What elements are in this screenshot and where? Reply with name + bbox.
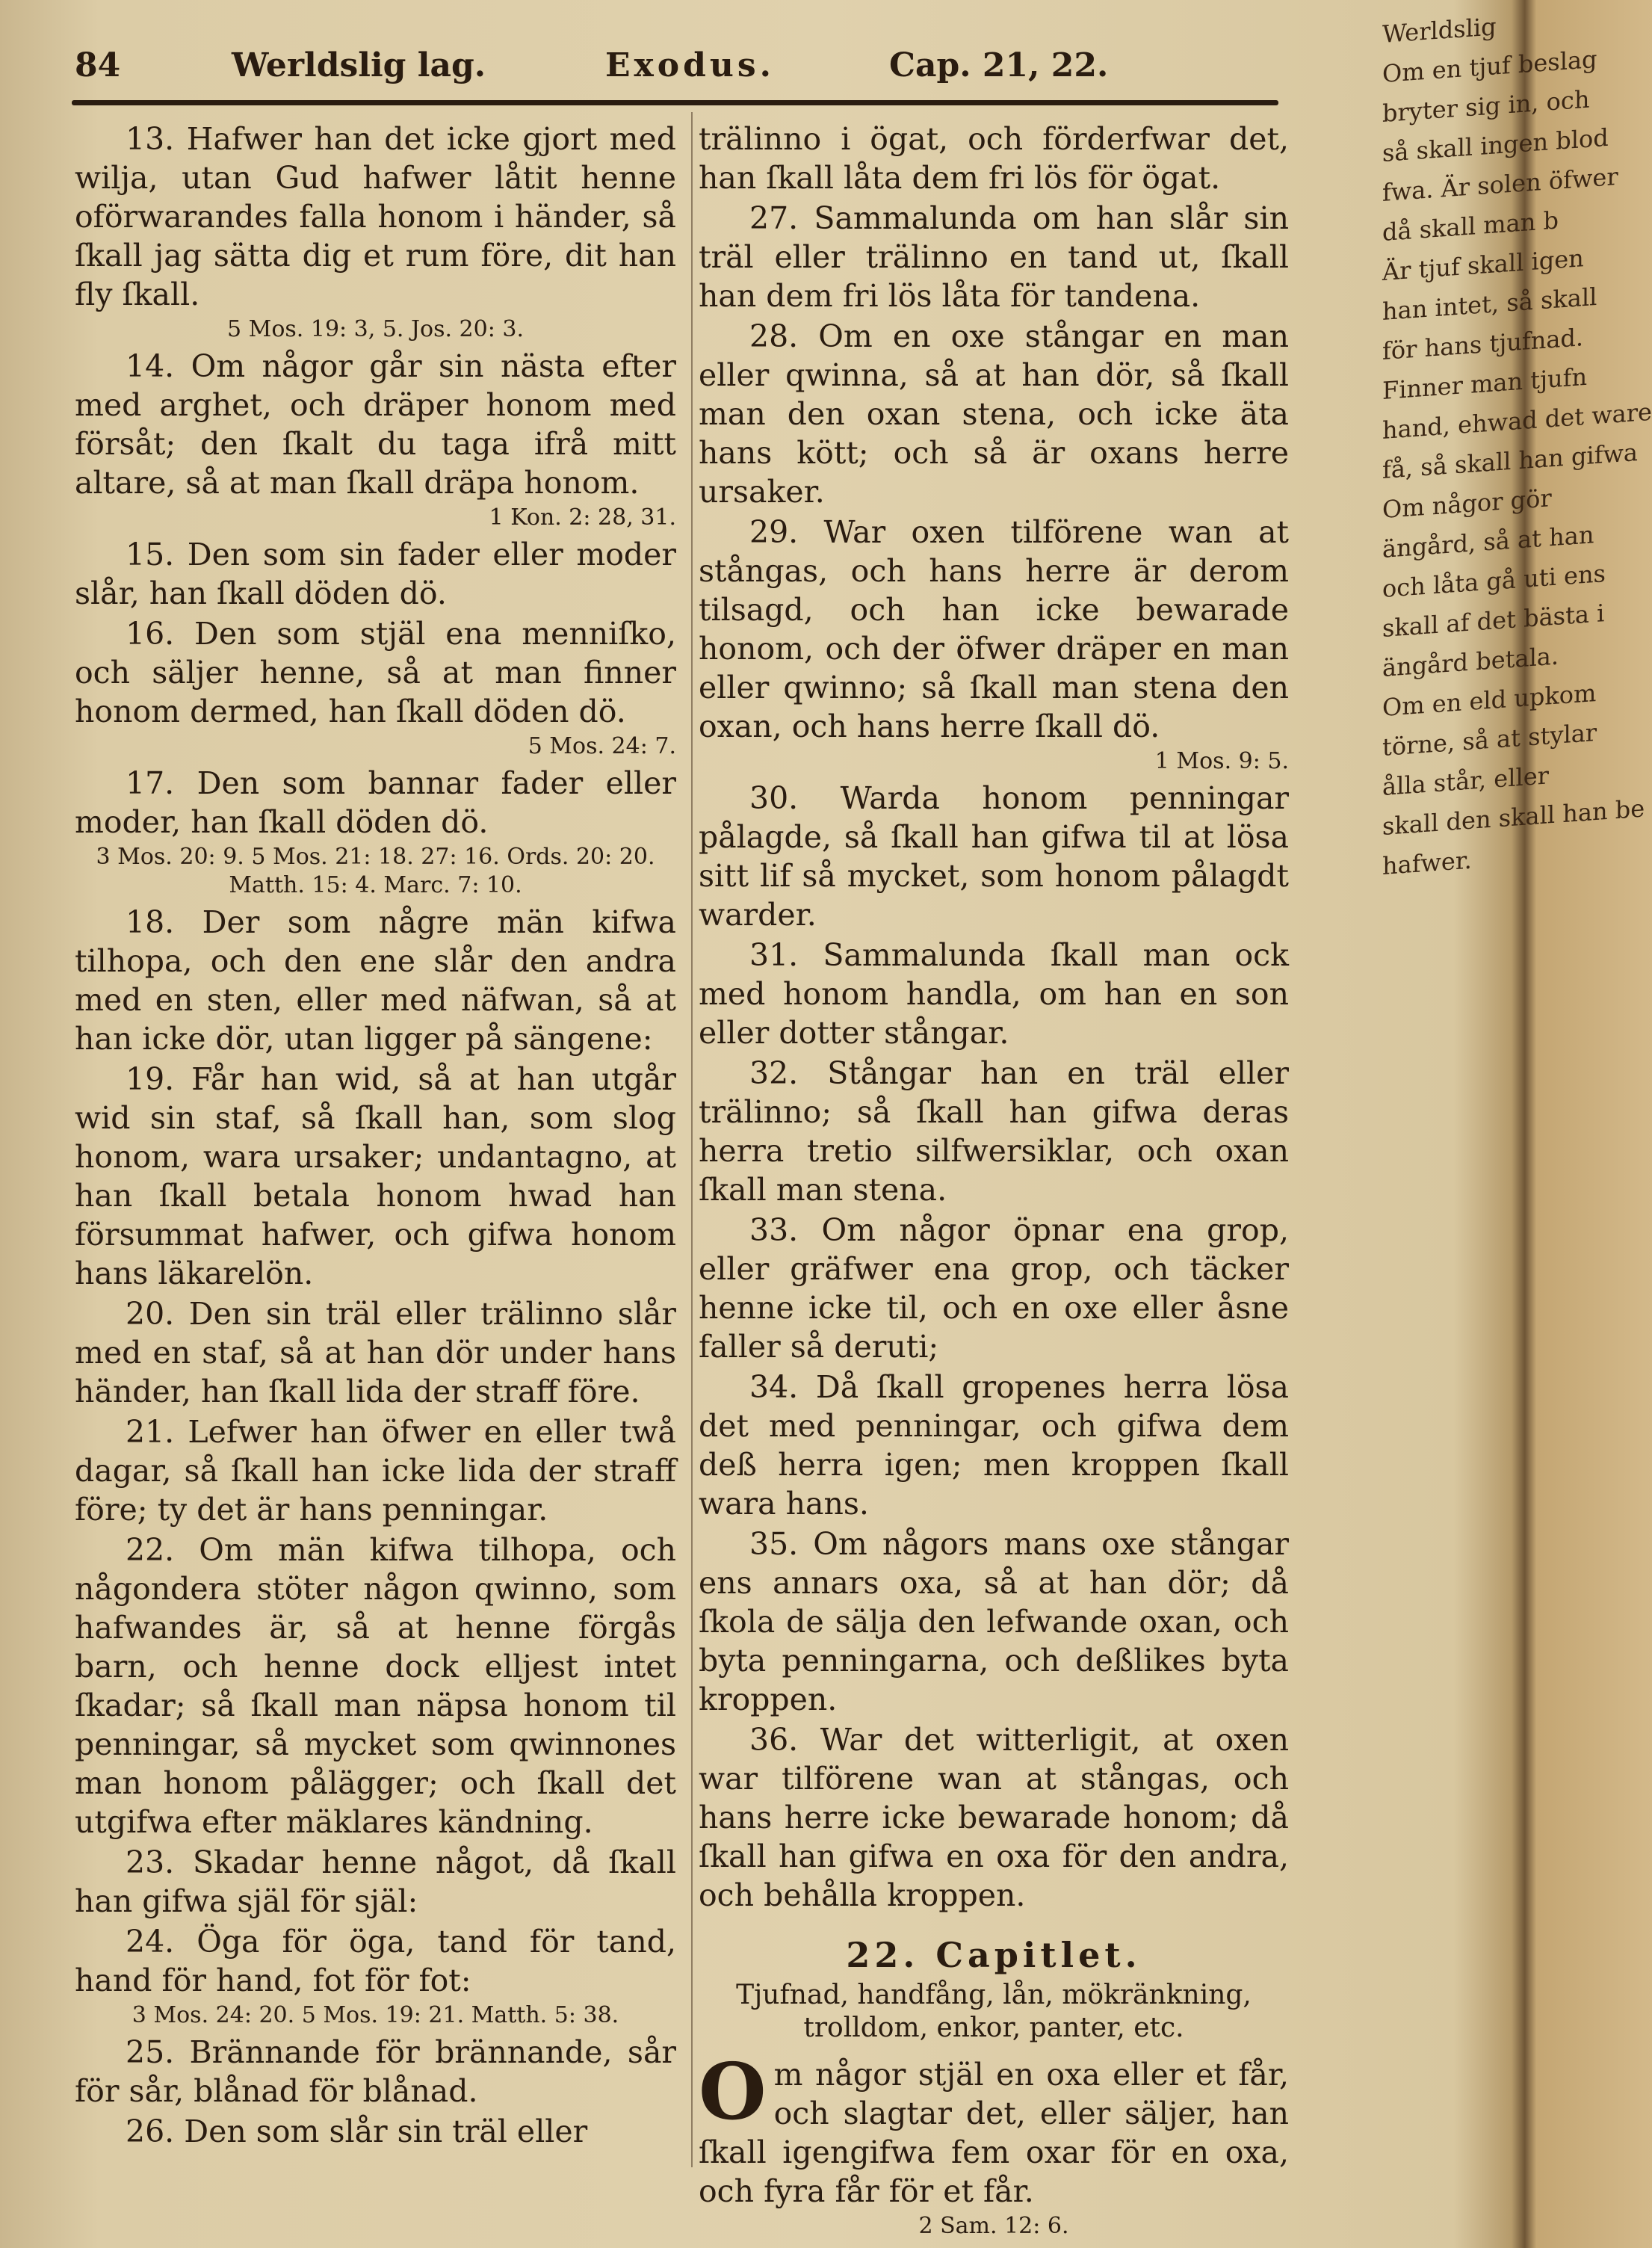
next-page-line: så skall ingen blod: [1382, 123, 1609, 167]
next-page-line: ängård, så at han: [1382, 520, 1594, 563]
verse: 19. Får han wid, så at han utgår wid sin staf, så ſkall han, som slog honom, wara ursaker; undantagno, at han ſkall betala honom hwad han försummat hafwer, och gifwa honom hans läkarelön.: [75, 1061, 676, 1291]
running-title: Werldslig lag.: [232, 46, 486, 84]
verse: 30. Warda honom penningar pålagde, så ſkall han gifwa til at lösa sitt lif så mycket, som honom pålagdt warder.: [699, 780, 1289, 933]
cross-reference: 5 Mos. 24: 7.: [528, 733, 676, 759]
next-page-line: törne, så at stylar: [1382, 717, 1597, 762]
next-page-line: hafwer.: [1382, 845, 1472, 880]
next-page-line: han intet, så skall: [1382, 282, 1597, 326]
verse: 25. Brännande för brännande, sår för sår, blånad för blånad.: [75, 2034, 676, 2109]
verse: 23. Skadar henne något, då ſkall han gifwa själ för själ:: [75, 1844, 676, 1919]
verse: 16. Den som stjäl ena menniſko, och säljer henne, så at man finner honom dermed, han ſkall döden dö.: [75, 616, 676, 729]
next-page-line: skall den skall han be: [1382, 794, 1645, 841]
next-page-line: och låta gå uti ens: [1382, 559, 1606, 603]
next-page-line: Werldslig: [1382, 12, 1497, 49]
verse: 14. Om någor går sin nästa efter med arghet, och dräper honom med försåt; den ſkalt du taga ifrå mitt altare, så at man ſkall dräpa honom.: [75, 348, 676, 501]
verse: [699, 2045, 1289, 2211]
verse: 26. Den som slår sin träl eller: [126, 2113, 588, 2149]
next-page-line: Om någor gör: [1382, 484, 1552, 524]
next-page-line: skall af det bästa i: [1382, 599, 1605, 643]
verse: 34. Då ſkall gropenes herra lösa det med penningar, och gifwa dem deß herra igen; men kroppen ſkall wara hans.: [699, 1369, 1289, 1522]
chapter-heading: 22. Capitlet.: [846, 1935, 1142, 1975]
next-page-line: ängård betala.: [1382, 641, 1559, 682]
page-number: 84: [75, 46, 121, 84]
next-page-line: för hans tjufnad.: [1382, 323, 1584, 365]
verse: 13. Hafwer han det icke gjort med wilja, utan Gud hafwer låtit henne oförwarandes falla honom i händer, så ſkall jag sätta dig et rum före, dit han fly ſkall.: [75, 121, 676, 312]
verse: 22. Om män kifwa tilhopa, och någondera stöter någon qwinno, som hafwandes är, så at henne förgås barn, och henne dock elljest intet ſkadar; så ſkall man näpsa honom til penningar, så mycket som qwinnones man honom pålägger; och ſkall det utgifwa efter mäklares kändning.: [75, 1532, 676, 1840]
verse: 24. Öga för öga, tand för tand, hand för hand, fot för fot:: [75, 1924, 676, 1998]
next-page-line: hand, ehwad det ware: [1382, 397, 1652, 445]
right-column: [699, 120, 1289, 2244]
next-page-line: fwa. Är solen öfwer: [1382, 161, 1618, 207]
verse: 27. Sammalunda om han slår sin träl eller trälinno en tand ut, ſkall han dem fri lös låta för tandena.: [699, 200, 1289, 314]
running-header: [75, 46, 1278, 99]
verse: 15. Den som sin fader eller moder slår, han ſkall döden dö.: [75, 537, 676, 611]
verse: 29. War oxen tilförene wan at stångas, och hans herre är derom tilsagd, och han icke bewarade honom, och der öfwer dräper en man eller qwinno; så ſkall man stena den oxan, och hans herre ſkall dö.: [699, 514, 1289, 744]
cross-reference: 5 Mos. 19: 3, 5. Jos. 20: 3.: [226, 316, 524, 342]
next-page-line: Om en eld upkom: [1382, 678, 1597, 722]
cross-reference: 3 Mos. 20: 9. 5 Mos. 21: 18. 27: 16. Ords. 20: 20. Matth. 15: 4. Marc. 7: 10.: [96, 844, 655, 898]
verse: 33. Om någor öpnar ena grop, eller gräfwer ena grop, och täcker henne icke til, och en oxe eller åsne faller så deruti;: [699, 1212, 1289, 1365]
left-column: [75, 120, 676, 2152]
verse: 20. Den sin träl eller trälinno slår med en staf, så at han dör under hans händer, han ſkall lida der straff före.: [75, 1296, 676, 1409]
verse: 18. Der som någre män kifwa tilhopa, och den ene slår den andra med en sten, eller med näfwan, så at han icke dör, utan ligger på sängene:: [75, 904, 676, 1057]
next-page-line: Är tjuf skall igen: [1382, 244, 1584, 286]
verse: 36. War det witterligit, at oxen war tilförene wan at stångas, och hans herre icke bewarade honom; då ſkall han gifwa en oxa för den andra, och behålla kroppen.: [699, 1722, 1289, 1913]
cross-reference: 3 Mos. 24: 20. 5 Mos. 19: 21. Matth. 5: 38.: [132, 2002, 619, 2028]
next-page-edge: [1382, 0, 1652, 2248]
header-rule: [72, 100, 1278, 105]
column-divider: [691, 112, 693, 2167]
chapter-reference: Cap. 21, 22.: [889, 46, 1109, 84]
next-page-line: då skall man b: [1382, 206, 1559, 247]
cross-reference: 1 Kon. 2: 28, 31.: [489, 504, 676, 531]
verse: 32. Stångar han en träl eller trälinno; så ſkall han gifwa deras herra tretio silfwersiklar, och oxan ſkall man stena.: [699, 1055, 1289, 1208]
verse: trälinno i ögat, och förderfwar det, han ſkall låta dem fri lös för ögat.: [699, 121, 1289, 196]
cross-reference: 2 Sam. 12: 6.: [918, 2213, 1069, 2239]
verse: 21. Lefwer han öfwer en eller twå dagar, så ſkall han icke lida der straff före; ty det är hans penningar.: [75, 1414, 676, 1528]
cross-reference: 1 Mos. 9: 5.: [1154, 748, 1289, 774]
next-page-line: Finner man tjufn: [1382, 362, 1588, 405]
next-page-line: bryter sig in, och: [1382, 84, 1590, 128]
drop-cap: O: [699, 2045, 767, 2137]
next-page-line: få, så skall han gifwa: [1382, 438, 1638, 484]
verse: 31. Sammalunda ſkall man ock med honom handla, om han en son eller dotter stångar.: [699, 937, 1289, 1051]
chapter-summary: Tjufnad, handfång, lån, mökränkning, trolldom, enkor, panter, etc.: [736, 1980, 1252, 2043]
next-page-line: ålla står, eller: [1382, 761, 1549, 801]
verse: 28. Om en oxe stångar en man eller qwinna, så at han dör, så ſkall man den oxan stena, och icke äta hans kött; och så är oxans herre ursaker.: [699, 318, 1289, 510]
verse-text: m någor stjäl en oxa eller et får, och slagtar det, eller säljer, han ſkall igengifwa fem oxar för en oxa, och fyra får för et får.: [699, 2057, 1289, 2209]
next-page-line: Om en tjuf beslag: [1382, 44, 1597, 88]
verse: 35. Om någors mans oxe stångar ens annars oxa, så at han dör; då ſkola de sälja den lefwande oxan, och byta penningarna, och deßlikes byta kroppen.: [699, 1526, 1289, 1717]
verse: 17. Den som bannar fader eller moder, han ſkall döden dö.: [75, 765, 676, 840]
book-title: Exodus.: [605, 46, 775, 84]
